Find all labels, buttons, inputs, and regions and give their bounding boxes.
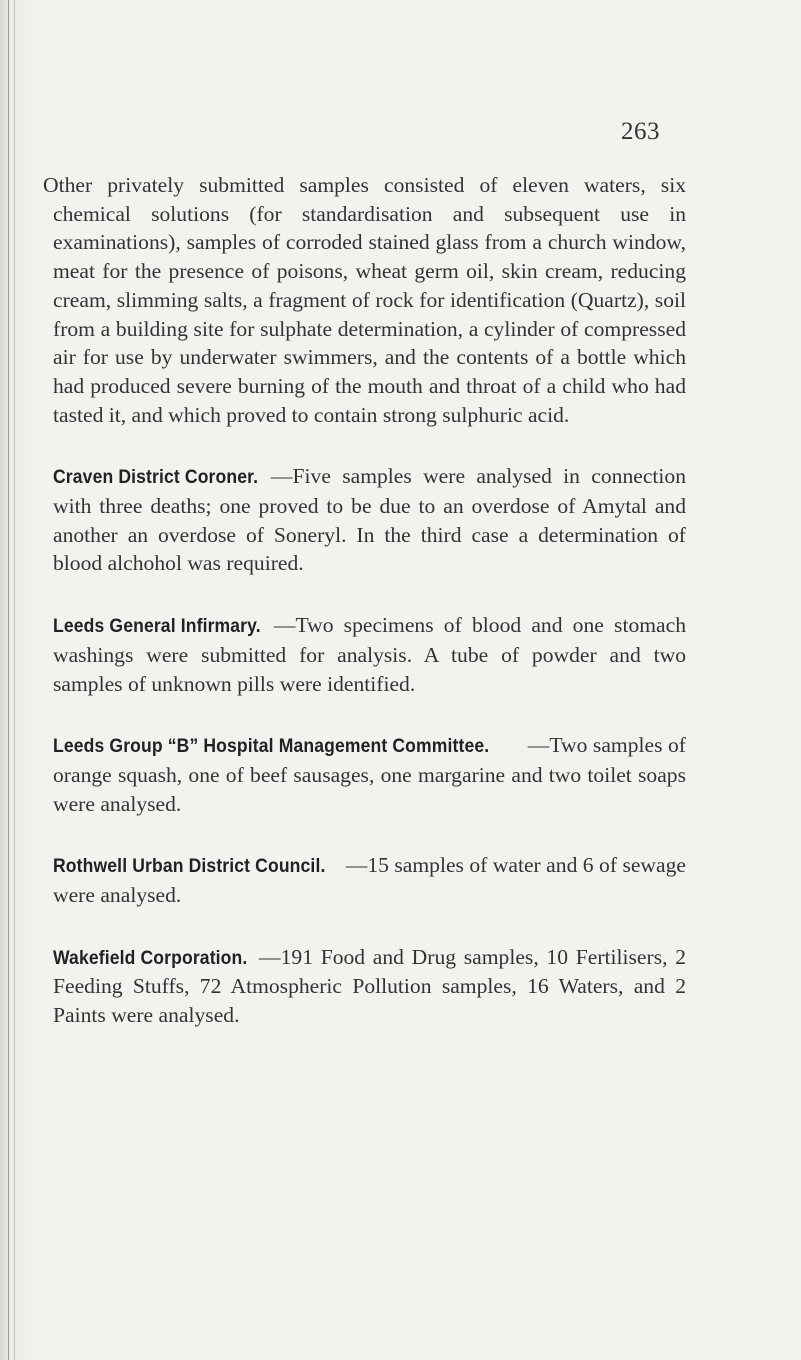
- paragraph-craven-district-coroner: [53, 462, 686, 578]
- paragraph-other-samples: [43, 171, 686, 429]
- page-binding-shadow: [0, 0, 38, 1360]
- paragraph-text: —191 Food and Drug samples, 10 Fertilisers, 2 Feeding Stuffs, 72 Atmospheric Pollution samples, 16 Waters, and 2 Paints were analysed.: [53, 944, 686, 1028]
- page-number: 263: [621, 118, 660, 145]
- paragraph-heading: Leeds Group “B” Hospital Management Committee.: [53, 735, 490, 758]
- paragraph-text: —15 samples of water and 6 of sewage were analysed.: [53, 853, 686, 908]
- paragraph-wakefield-corporation: [53, 943, 686, 1030]
- paragraph-heading: Craven District Coroner.: [53, 466, 259, 489]
- document-body: [43, 171, 686, 1063]
- paragraph-text: —Two samples of orange squash, one of beef sausages, one margarine and two toilet soaps were analysed.: [53, 733, 686, 816]
- paragraph-heading: Wakefield Corporation.: [53, 946, 248, 969]
- binding-edge-line: [14, 0, 15, 1360]
- paragraph-heading: Rothwell Urban District Council.: [53, 855, 326, 878]
- paragraph-heading: Leeds General Infirmary.: [53, 615, 261, 638]
- paragraph-text: —Two specimens of blood and one stomach washings were submitted for analysis. A tube of powder and two samples of unknown pills were identified.: [53, 613, 686, 696]
- paragraph-leeds-general-infirmary: [53, 611, 686, 698]
- binding-edge-line: [8, 0, 9, 1360]
- paragraph-rothwell-udc: [53, 851, 686, 909]
- paragraph-leeds-group-b: [53, 731, 686, 818]
- paragraph-text: —Five samples were analysed in connection with three deaths; one proved to be due to an overdose of Amytal and another an overdose of Soneryl. In the third case a determination of blood alchohol was required.: [53, 464, 686, 576]
- paragraph-text: Other privately submitted samples consisted of eleven waters, six chemical solutions (for standardisation and subsequent use in examinations), samples of corroded stained glass from a church window, meat for the presence of poisons, wheat germ oil, skin cream, reducing cream, slimming salts, a fragment of rock for identification (Quartz), soil from a building site for sulphate determination, a cylinder of compressed air for use by underwater swimmers, and the contents of a bottle which had produced severe burning of the mouth and throat of a child who had tasted it, and which proved to contain strong sulphuric acid.: [43, 173, 686, 427]
